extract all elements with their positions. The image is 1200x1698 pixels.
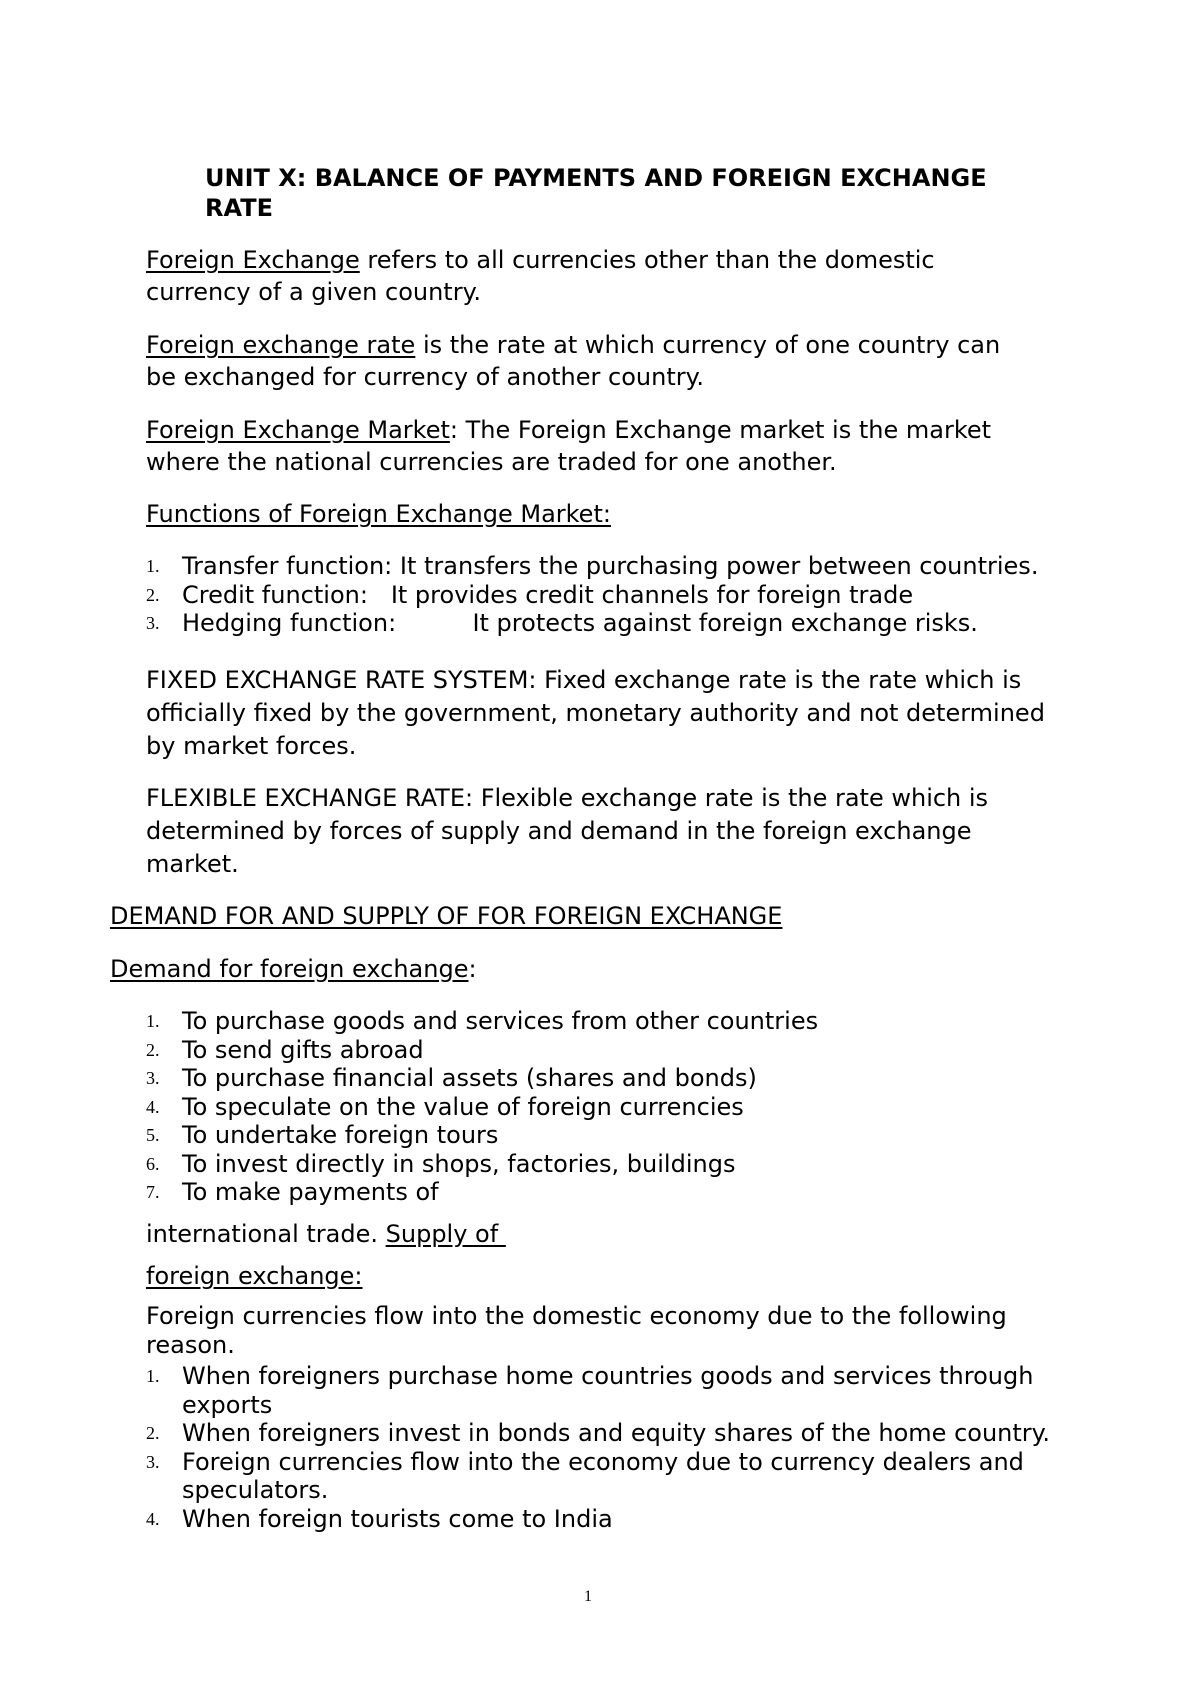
fxrate-definition-line1 — [146, 329, 1000, 361]
page-number: 1 — [584, 1588, 592, 1605]
supply-heading: foreign exchange: — [146, 1262, 363, 1290]
functions-list — [146, 552, 1038, 638]
flexible-exchange-rate-paragraph: FLEXIBLE EXCHANGE RATE: Flexible exchange rate is the rate which is determined by forces of supply and demand in the foreign exchange market. — [146, 784, 989, 878]
list-item: 4. When foreign tourists come to India — [146, 1504, 613, 1533]
fxmarket-definition-line2: where the national currencies are traded for one another. — [146, 448, 837, 476]
list-item: 3. Foreign currencies flow into the economy due to currency dealers and speculators. — [146, 1447, 1024, 1504]
fxmarket-definition — [146, 414, 991, 478]
supply-list — [146, 1362, 1102, 1533]
fx-line1-rest: refers to all currencies other than the domestic — [359, 246, 935, 274]
fixed-exchange-rate-paragraph: FIXED EXCHANGE RATE SYSTEM: Fixed exchange rate is the rate which is officially fixed by the government, monetary authority and not determined by market forces. — [146, 666, 1045, 760]
list-item: 2. When foreigners invest in bonds and equity shares of the home country. — [146, 1419, 1051, 1447]
fx-definition — [146, 244, 935, 308]
list-item: 4. To speculate on the value of foreign currencies — [146, 1092, 744, 1121]
list-item: 6. To invest directly in shops, factories, buildings — [146, 1149, 736, 1178]
demand-heading: Demand for foreign exchange: — [110, 955, 477, 983]
fxrate-term: Foreign exchange rate — [146, 331, 416, 359]
list-item: 2. To send gifts abroad — [146, 1035, 424, 1064]
functions-heading: Functions of Foreign Exchange Market: — [146, 500, 611, 528]
list-item: 1. When foreigners purchase home countries goods and services through exports — [146, 1362, 1034, 1419]
intl-trade-line: international trade. Supply of — [146, 1220, 506, 1248]
list-item: 3. Hedging function: It protects against foreign exchange risks. — [146, 609, 978, 637]
document-title: UNIT X: BALANCE OF PAYMENTS AND FOREIGN EXCHANGE RATE — [205, 164, 987, 222]
supply-intro: Foreign currencies flow into the domestic economy due to the following reason. — [146, 1302, 1007, 1359]
fxrate-definition — [146, 329, 1000, 393]
list-item: 7. To make payments of — [146, 1178, 439, 1206]
fx-definition-line1 — [146, 244, 935, 276]
fxmarket-definition-line1 — [146, 414, 991, 446]
fxmarket-line1-rest: : The Foreign Exchange market is the market — [449, 416, 992, 444]
list-item: 5. To undertake foreign tours — [146, 1121, 499, 1149]
fxmarket-term: Foreign Exchange Market — [146, 416, 450, 444]
fx-term: Foreign Exchange — [146, 246, 360, 274]
demand-supply-heading: DEMAND FOR AND SUPPLY OF FOR FOREIGN EXCHANGE — [110, 902, 783, 930]
list-item: 1. To purchase goods and services from other countries — [146, 1007, 819, 1035]
list-item: 2. Credit function: It provides credit channels for foreign trade — [146, 580, 914, 609]
list-item: 3. To purchase financial assets (shares and bonds) — [146, 1064, 757, 1092]
demand-list — [146, 1007, 818, 1207]
fx-definition-line2: currency of a given country. — [146, 278, 481, 306]
fxrate-definition-line2: be exchanged for currency of another country. — [146, 363, 704, 391]
list-item: 1. Transfer function: It transfers the purchasing power between countries. — [146, 552, 1039, 580]
fxrate-line1-rest: is the rate at which currency of one country can — [415, 331, 1001, 359]
